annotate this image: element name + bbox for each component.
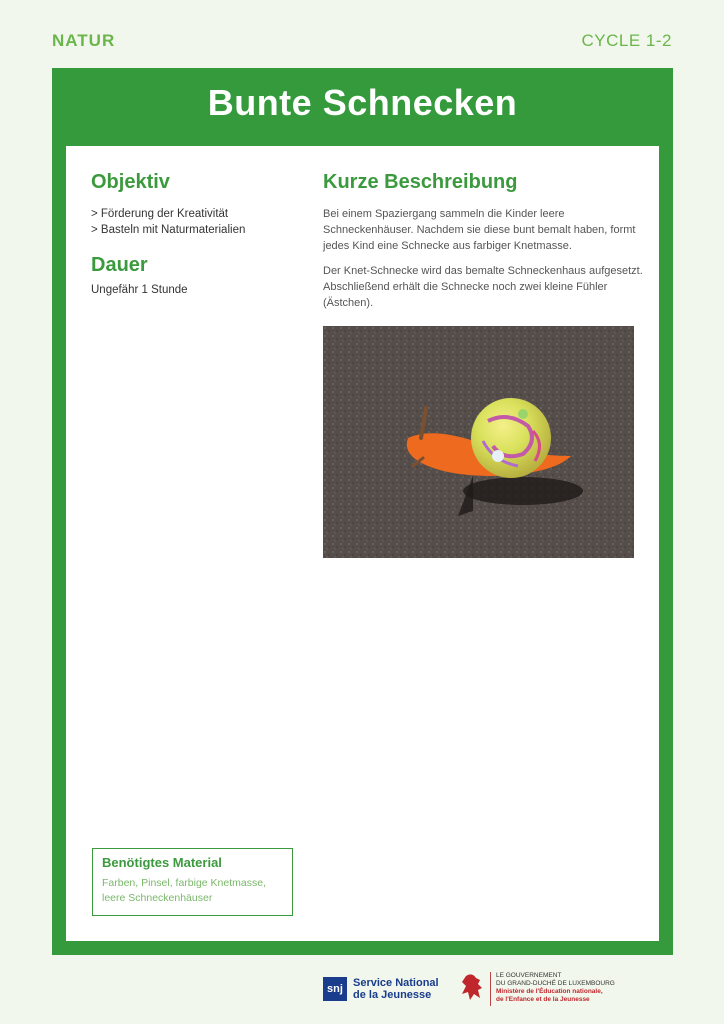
- snail-photo-image: [323, 326, 634, 558]
- beschreibung-heading: Kurze Beschreibung: [323, 171, 518, 193]
- material-text: Farben, Pinsel, farbige Knetmasse, leere Schneckenhäuser: [102, 877, 267, 904]
- dauer-heading: Dauer: [91, 254, 148, 276]
- beschreibung-paragraph-1: Bei einem Spaziergang sammeln die Kinder leere Schneckenhäuser. Nachdem sie diese bunt bemalt haben, formt jedes Kind eine Schnecke aus farbiger Knetmasse.: [323, 208, 636, 252]
- material-box: [92, 848, 293, 916]
- footer: [0, 970, 724, 1010]
- cycle-label: CYCLE 1-2: [581, 31, 672, 50]
- list-item: > Förderung der Kreativität: [91, 208, 229, 220]
- government-logo: [458, 972, 615, 1006]
- snj-name-line-1: Service National: [353, 977, 439, 989]
- objektiv-list: [91, 206, 245, 238]
- beschreibung-paragraph-2: Der Knet-Schnecke wird das bemalte Schneckenhaus aufgesetzt. Abschließend erhält die Schnecke noch zwei kleine Fühler (Ästchen).: [323, 265, 643, 309]
- dauer-text: Ungefähr 1 Stunde: [91, 284, 188, 296]
- gov-line-2: DU GRAND-DUCHÉ DE LUXEMBOURG: [496, 980, 615, 987]
- card-frame: [52, 68, 673, 955]
- gov-line-4: de l'Enfance et de la Jeunesse: [496, 996, 590, 1003]
- list-item: > Basteln mit Naturmaterialien: [91, 224, 246, 236]
- snj-mark-icon: snj: [323, 977, 347, 1001]
- category-label: NATUR: [52, 31, 116, 50]
- gov-line-1: LE GOUVERNEMENT: [496, 972, 562, 979]
- snail-photo: [323, 326, 634, 558]
- snj-logo: [323, 977, 439, 1001]
- beschreibung-text: [323, 206, 653, 320]
- card-content: [66, 146, 659, 941]
- page-title: Bunte Schnecken: [207, 82, 518, 123]
- objektiv-heading: Objektiv: [91, 171, 170, 193]
- snj-name-line-2: de la Jeunesse: [353, 989, 432, 1001]
- gov-line-3: Ministère de l'Éducation nationale,: [496, 988, 603, 995]
- material-heading: Benötigtes Material: [102, 855, 222, 870]
- red-lion-icon: [458, 972, 486, 1004]
